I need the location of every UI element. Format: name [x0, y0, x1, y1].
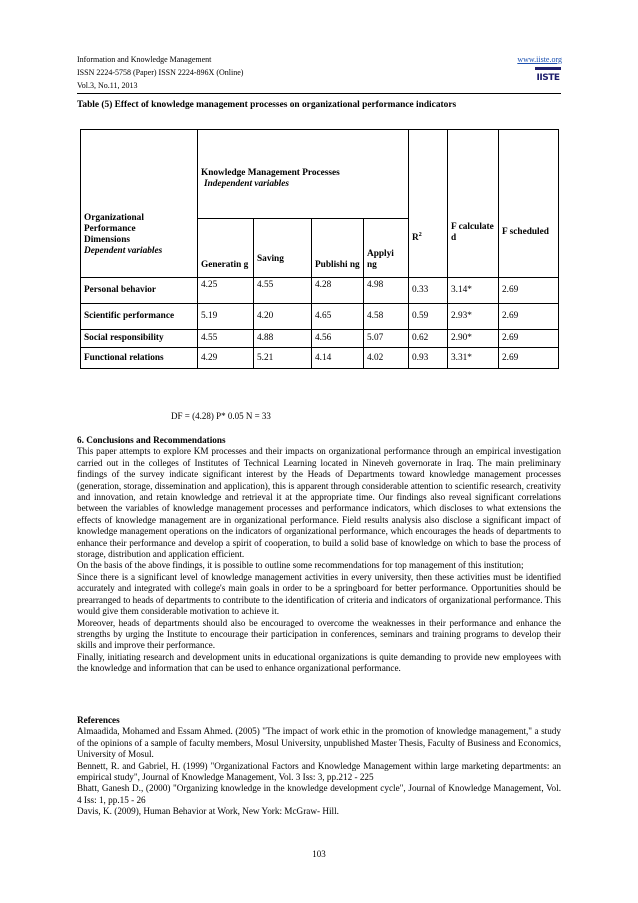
- table-cell: 4.14: [312, 348, 364, 369]
- results-table: [80, 129, 559, 369]
- col-publishing: Publishi ng: [312, 219, 364, 278]
- table-row: [81, 348, 559, 369]
- issn-line: ISSN 2224-5758 (Paper) ISSN 2224-896X (Online): [77, 68, 244, 77]
- table-cell: 2.69: [499, 304, 559, 330]
- table-cell: 4.56: [312, 330, 364, 348]
- iiste-logo-icon: [535, 67, 561, 89]
- independent-variables-header: Knowledge Management Processes Independent variables: [198, 130, 409, 219]
- table-cell: 4.65: [312, 304, 364, 330]
- table-cell: 4.58: [364, 304, 409, 330]
- table-cell: 4.29: [198, 348, 254, 369]
- journal-url-link[interactable]: www.iiste.org: [517, 55, 562, 64]
- table-cell: 4.20: [254, 304, 312, 330]
- table-cell: 2.69: [499, 348, 559, 369]
- paragraph: This paper attempts to explore KM processes and their impacts on organizational performance through an empirical investigation carried out in the colleges of Institutes of Technical Learning located in Nineveh governorate in Iraq. The main preliminary findings of the survey indicate significant interest by the Heads of Departments toward knowledge management processes (generation, storage, dissemination and application), this is apparent through considerable attention to scientific research, creativity and innovation, and retain knowledge and retrieval it at the appropriate time. Our findings also reveal significant correlations between the variables of knowledge management processes and performance indicators, which discloses to what extensions the effects of knowledge management are in organizational performance. Field results analysis also disclose a significant impact of knowledge management operations on the indicators of organizational performance, which encourages the heads of departments to enhance their performance and develop a spirit of cooperation, to build a solid base of knowledge on which to base the process of storage, distribution and application efficient.: [77, 446, 561, 560]
- table-cell: 4.55: [254, 278, 312, 304]
- reference-item: Almaadida, Mohamed and Essam Ahmed. (2005) "The impact of work ethic in the promotion of knowledge management," a study of the opinions of a sample of faculty members, Mosul University, unpublished Master Thesis, Faculty of Business and Economics, University of Mosul.: [77, 726, 561, 760]
- references-heading: References: [77, 715, 120, 725]
- col-saving: Saving: [254, 219, 312, 278]
- table-cell: 5.19: [198, 304, 254, 330]
- reference-item: Bennett, R. and Gabriel, H. (1999) "Organizational Factors and Knowledge Management within large marketing departments: an empirical study", Journal of Knowledge Management, Vol. 3 Iss: 3, pp.212 - 225: [77, 760, 561, 783]
- table-cell: 0.62: [409, 330, 448, 348]
- table-cell: 4.98: [364, 278, 409, 304]
- reference-item: Davis, K. (2009), Human Behavior at Work, New York: McGraw- Hill.: [77, 806, 339, 817]
- conclusions-section: [77, 435, 561, 675]
- r-squared-header: $R^2$: [409, 130, 448, 278]
- paragraph: Since there is a significant level of knowledge management activities in every university, then these activities must be identified accurately and integrated with college's main goals in order to be a springboard for better performance. Opportunities should be prearranged to heads of departments to contribute to the identification of criteria and indicators of organizational performance. This would give them considerable motivation to achieve it.: [77, 571, 561, 617]
- table-row: [81, 304, 559, 330]
- table-cell: 4.28: [312, 278, 364, 304]
- row-label: Functional relations: [81, 348, 198, 369]
- journal-name: Information and Knowledge Management: [77, 55, 212, 64]
- volume-line: Vol.3, No.11, 2013: [77, 81, 138, 90]
- table-note: DF = (4.28) P* 0.05 N = 33: [171, 411, 271, 421]
- table-caption: Table (5) Effect of knowledge management processes on organizational performance indicators: [77, 100, 457, 110]
- logo-text: IISTE: [536, 73, 560, 83]
- paragraph: Finally, initiating research and development units in educational organizations is quite demanding to provide new employees with the knowledge and information that can be used to enhance organizational performance.: [77, 651, 561, 674]
- table-cell: 2.69: [499, 278, 559, 304]
- f-scheduled-header: F scheduled: [499, 130, 559, 278]
- table-cell: 5.21: [254, 348, 312, 369]
- paragraph: Moreover, heads of departments should also be encouraged to overcome the weaknesses in their performance and enhance the strengths by urging the Institute to encourage their participation in conferences, seminars and training programs to develop their skills and improve their performance.: [77, 617, 561, 651]
- col-generating: Generatin g: [198, 219, 254, 278]
- table-cell: 0.59: [409, 304, 448, 330]
- table-cell: 4.02: [364, 348, 409, 369]
- table-cell: 0.33: [409, 278, 448, 304]
- table-cell: 5.07: [364, 330, 409, 348]
- row-label: Scientific performance: [81, 304, 198, 330]
- references-section: [77, 715, 561, 818]
- f-calculated-header: F calculate d: [448, 130, 499, 278]
- table-row: [81, 330, 559, 348]
- header-divider: [77, 93, 561, 94]
- row-label: Personal behavior: [81, 278, 198, 304]
- table-cell: 3.14*: [448, 278, 499, 304]
- page-number: 103: [312, 849, 326, 859]
- table-cell: 4.25: [198, 278, 254, 304]
- table-cell: 2.93*: [448, 304, 499, 330]
- table-row: [81, 278, 559, 304]
- row-label: Social responsibility: [81, 330, 198, 348]
- table-cell: 2.69: [499, 330, 559, 348]
- reference-item: Bhatt, Ganesh D., (2000) "Organizing knowledge in the knowledge development cycle", Journal of Knowledge Management, Vol. 4 Iss: 1, pp.15 - 26: [77, 783, 561, 805]
- table-cell: 2.90*: [448, 330, 499, 348]
- table-cell: 4.55: [198, 330, 254, 348]
- col-applying: Applyi ng: [364, 219, 409, 278]
- table-cell: 4.88: [254, 330, 312, 348]
- paragraph: On the basis of the above findings, it is possible to outline some recommendations for top management of this institution;: [77, 560, 524, 571]
- table-cell: 3.31*: [448, 348, 499, 369]
- dependent-variables-header: Organizational Performance Dimensions Dependent variables: [81, 130, 198, 278]
- table-cell: 0.93: [409, 348, 448, 369]
- section-heading: 6. Conclusions and Recommendations: [77, 435, 226, 445]
